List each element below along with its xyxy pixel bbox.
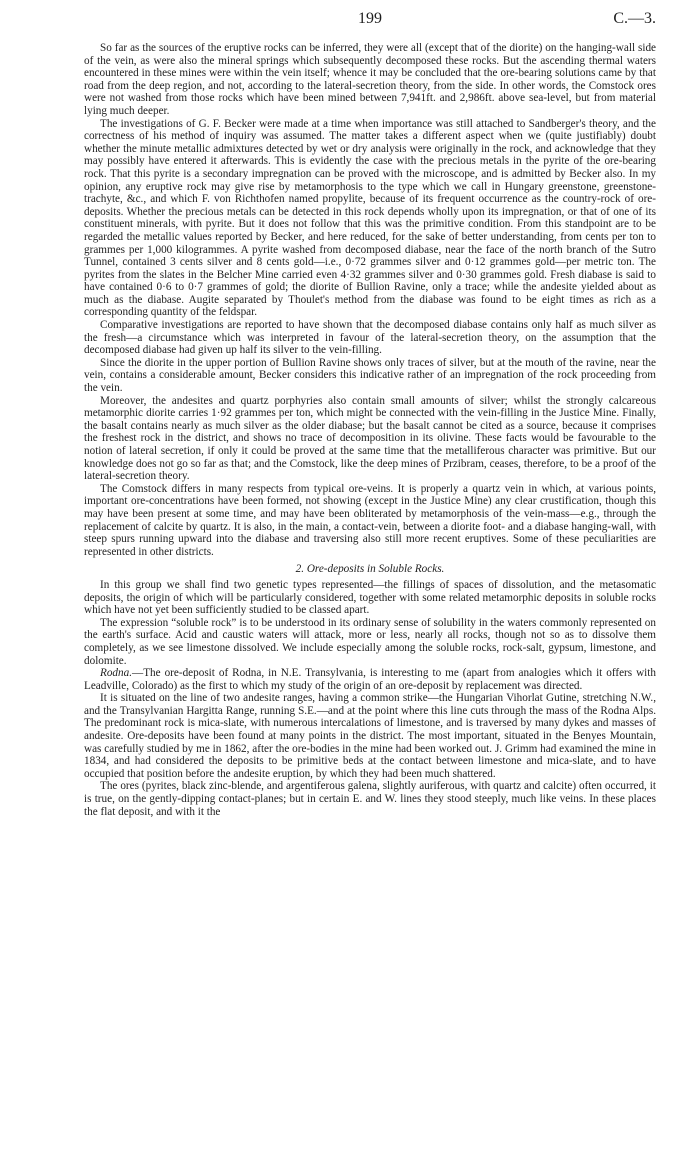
document-page bbox=[84, 8, 656, 818]
page-header bbox=[84, 8, 656, 30]
paragraph: So far as the sources of the eruptive rocks can be inferred, they were all (except that of the diorite) on the hanging-wall side of the vein, as were also the mineral springs which subsequently decomposed these rocks. But the ascending thermal waters encountered in these mines were within the vein itself; whence it may be concluded that the ore-bearing solutions came by that road from the deep region, and not, according to the lateral-secretion theory, from the side. In other words, the Comstock ores were not washed from those rocks which have been mined between 7,941ft. and 2,986ft. above sea-level, but from material lying much deeper. bbox=[84, 42, 656, 117]
paragraph: In this group we shall find two genetic types represented—the fillings of spaces of dissolution, and the metasomatic deposits, the origin of which will be particularly considered, together with some related metamorphic deposits in soluble rocks which have not yet been sufficiently studied to be classed apart. bbox=[84, 578, 656, 617]
paragraph: The expression “soluble rock” is to be understood in its ordinary sense of solubility in the waters commonly represented on the earth's surface. Acid and caustic waters will attack, more or less, nearly all rocks, though not so as to dissolve them completely, as we see limestone dissolved. We include especially among the soluble rocks, rock-salt, gypsum, limestone, and dolomite. bbox=[84, 616, 656, 667]
section-heading: 2. Ore-deposits in Soluble Rocks. bbox=[295, 563, 445, 576]
paragraph-rodna bbox=[84, 667, 656, 692]
page-number: 199 bbox=[358, 10, 382, 27]
paragraph: The ores (pyrites, black zinc-blende, and argentiferous galena, slightly auriferous, with quartz and calcite) often occurred, it is true, on the gently-dipping contact-planes; but in certain E. and W. lines they stood steeply, much like veins. In these places the flat deposit, and with it the bbox=[84, 780, 656, 818]
paragraph: It is situated on the line of two andesite ranges, having a common strike—the Hungarian Vihorlat Gutine, stretching N.W., and the Transylvanian Hargitta Range, running S.E.—and at the point where this line cuts through the mass of the Rodna Alps. The predominant rock is mica-slate, with numerous intercalations of limestone, and is traversed by many dykes and masses of andesite. Ore-deposits have been found at many points in the district. The most important, situated in the Benyes Mountain, was carefully studied by me in 1862, after the ore-bodies in the mine had been worked out. J. Grimm had examined the mine in 1834, and had considered the deposits to be primitive beds at the contact between limestone and mica-slate, and to have occupied that position before the andesite eruption, by which they had been much shattered. bbox=[84, 692, 656, 780]
paragraph-lead: Rodna. bbox=[100, 667, 133, 680]
paragraph: The investigations of G. F. Becker were made at a time when importance was still attached to Sandberger's theory, and the correctness of his method of inquiry was assumed. The matter takes a different aspect when we (quite justifiably) doubt whether the minute metallic admixtures detected by wet or dry analysis were originally in the rock, and acknowledge that they may possibly have entered it afterwards. This is evidently the case with the precious metals in the pyrite of the ore-bearing rock. That this pyrite is a secondary impregnation can be proved with the microscope, and is admitted by Becker also. In my opinion, any eruptive rock may give rise by metamorphosis to the type which we call in Hungary greenstone, greenstone-trachyte, &c., and which F. von Richthofen named propylite, because of its frequent occurrence as the country-rock of ore-deposits. Whether the precious metals can be detected in this rock depends wholly upon its impregnation, or that of one of its constituent minerals, with pyrite. But it does not follow that this was the primitive condition. From this standpoint are to be regarded the metallic values reported by Becker, and here reduced, for the sake of better understanding, from cents per ton to grammes per 1,000 kilogrammes. A pyrite washed from decomposed diabase, near the face of the north branch of the Sutro Tunnel, contained 3 cents silver and 8 cents gold—i.e., 0·72 grammes silver and 0·12 grammes gold—per metric ton. The pyrites from the slates in the Belcher Mine carried even 4·32 grammes silver and 0·30 grammes gold. Fresh diabase is said to have contained 0·6 to 0·7 grammes of gold; the diorite of Bullion Ravine, only a trace; while the andesite yielded about as much as the diabase. Augite separated by Thoulet's method from the diabase was found to be eight times as rich as a corresponding quantity of the feldspar. bbox=[84, 117, 656, 319]
document-reference: C.—3. bbox=[613, 10, 656, 27]
paragraph-text: —The ore-deposit of Rodna, in N.E. Transylvania, is interesting to me (apart from analogies which it offers with Leadville, Colorado) as the first to which my study of the origin of an ore-deposit by replacement was directed. bbox=[84, 667, 656, 692]
body-text bbox=[84, 42, 656, 818]
paragraph: Comparative investigations are reported to have shown that the decomposed diabase contains only half as much silver as the fresh—a circumstance which was interpreted in favour of the lateral-secretion theory, on the assumption that the decomposed diabase had given up half its silver to the vein-filling. bbox=[84, 319, 656, 357]
paragraph: Since the diorite in the upper portion of Bullion Ravine shows only traces of silver, but at the mouth of the ravine, near the vein, contains a considerable amount, Becker considers this indicative rather of an impregnation of the rock proceeding from the vein. bbox=[84, 356, 656, 395]
paragraph: Moreover, the andesites and quartz porphyries also contain small amounts of silver; whilst the strongly calcareous metamorphic diorite carries 1·92 grammes per ton, which might be connected with the vein-filling in the Justice Mine. Finally, the basalt contains nearly as much silver as the older diabase; but the basalt cannot be cited as a source, because it comprises the freshest rock in the district, and shows no trace of decomposition in its olivine. These facts would be favourable to the notion of lateral secretion, if only it could be proved at the same time that the metalliferous character was primitive. But our knowledge does not go so far as that; and the Comstock, like the deep mines of Przibram, ceases, therefore, to be a proof of the lateral-secretion theory. bbox=[84, 394, 656, 483]
paragraph: The Comstock differs in many respects from typical ore-veins. It is properly a quartz vein in which, at various points, important ore-concentrations have been formed, not showing (except in the Justice Mine) any clear crustification, though this may have been present at some time, and may have been obliterated by metamorphosis of the vein-mass—e.g., through the replacement of calcite by quartz. It is also, in the main, a contact-vein, between a diorite foot- and a diabase hanging-wall, with steep spurs running upward into the diabase and traversing also still more recent eruptives. Some of these peculiarities are represented in other districts. bbox=[84, 482, 656, 558]
